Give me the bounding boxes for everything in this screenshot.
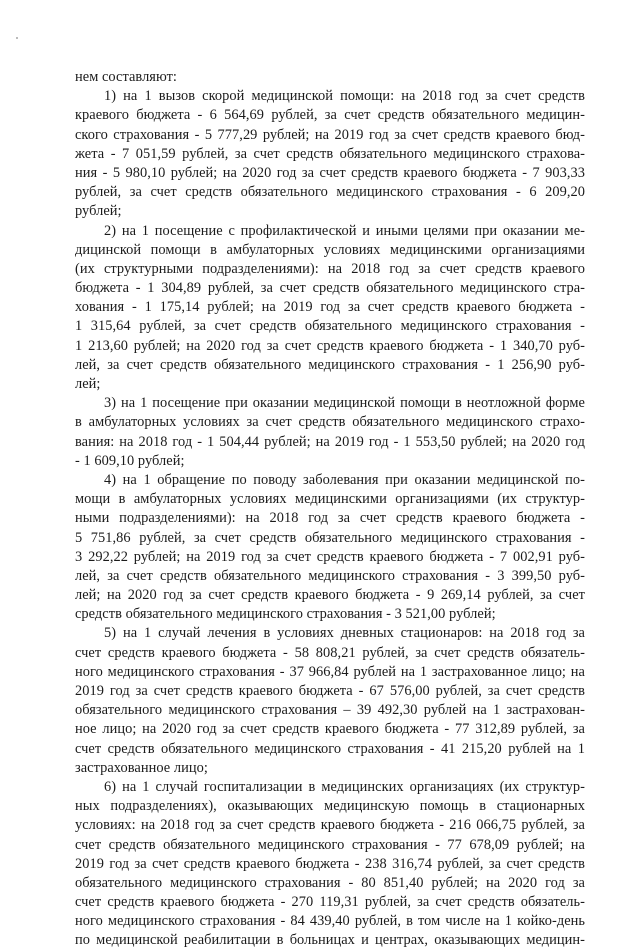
text-line: ного медицинского страхования - 84 439,40 рублей, в том числе на 1 койко-день	[75, 913, 585, 930]
text-line: условиях: на 2018 год за счет средств краевого бюджета - 216 066,75 рублей, за	[75, 817, 585, 834]
text-line: 1) на 1 вызов скорой медицинской помощи: на 2018 год за счет средств	[104, 88, 585, 105]
text-line: по медицинской реабилитации в больницах и центрах, оказывающих медицин-	[75, 932, 585, 949]
text-line: счет средств обязательного медицинского страхования - 41 215,20 рублей на 1	[75, 740, 585, 757]
text-line: лей, за счет средств обязательного медицинского страхования - 1 256,90 руб-	[75, 356, 585, 373]
text-line: счет средств обязательного медицинского страхования - 77 678,09 рублей; на	[75, 836, 585, 853]
text-line: рублей;	[75, 203, 122, 220]
text-line: - 1 609,10 рублей;	[75, 452, 185, 469]
text-line: 2) на 1 посещение с профилактической и иными целями при оказании ме-	[104, 222, 585, 239]
scan-speck	[16, 37, 18, 39]
text-line: краевого бюджета - 6 564,69 рублей, за счет средств обязательного медицин-	[75, 107, 585, 124]
text-line: жета - 7 051,59 рублей, за счет средств обязательного медицинского страхова-	[75, 145, 585, 162]
text-line: счет средств краевого бюджета - 58 808,21 рублей, за счет средств обязатель-	[75, 644, 585, 661]
text-line: 2019 год за счет средств краевого бюджета - 67 576,00 рублей, за счет средств	[75, 683, 585, 699]
text-line: 5 751,86 рублей, за счет средств обязательного медицинского страхования -	[75, 529, 585, 546]
text-line: рублей, за счет средств обязательного медицинского страхования - 6 209,20	[75, 184, 585, 201]
text-line: дицинской помощи в амбулаторных условиях медицинскими организациями	[75, 241, 585, 258]
text-line: лей;	[75, 376, 101, 392]
text-line: (их структурными подразделениями): на 2018 год за счет средств краевого	[75, 260, 585, 277]
text-line: средств обязательного медицинского страхования - 3 521,00 рублей;	[75, 606, 496, 623]
text-line: лей; на 2020 год за счет средств краевого бюджета - 9 269,14 рублей, за счет	[75, 587, 585, 604]
text-line: бюджета - 1 304,89 рублей, за счет средств обязательного медицинского стра-	[75, 280, 585, 297]
text-line: 1 213,60 рублей; на 2020 год за счет средств краевого бюджета - 1 340,70 руб-	[75, 337, 585, 354]
text-line: ния - 5 980,10 рублей; на 2020 год за счет средств краевого бюджета - 7 903,33	[75, 164, 585, 181]
text-line: хования - 1 175,14 рублей; на 2019 год за счет средств краевого бюджета -	[75, 299, 585, 316]
document-body	[75, 68, 585, 951]
text-line: ных подразделениях), оказывающих медицинскую помощь в стационарных	[75, 798, 585, 815]
text-line: 2019 год за счет средств краевого бюджета - 238 316,74 рублей, за счет средств	[75, 855, 585, 872]
text-line: вания: на 2018 год - 1 504,44 рублей; на 2019 год - 1 553,50 рублей; на 2020 год	[75, 433, 585, 450]
text-line: 5) на 1 случай лечения в условиях дневных стационаров: на 2018 год за	[104, 625, 585, 642]
text-line: обязательного медицинского страхования – 39 492,30 рублей на 1 застрахован-	[75, 702, 585, 719]
text-line: в амбулаторных условиях за счет средств обязательного медицинского страхо-	[75, 414, 585, 431]
text-line: счет средств краевого бюджета - 270 119,31 рублей, за счет средств обязатель-	[75, 894, 585, 911]
text-line: 1 315,64 рублей, за счет средств обязательного медицинского страхования -	[75, 318, 585, 335]
text-line: застрахованное лицо;	[75, 759, 208, 776]
text-line: ными подразделениями): на 2018 год за счет средств краевого бюджета -	[75, 510, 585, 527]
text-line: 3 292,22 рублей; на 2019 год за счет средств краевого бюджета - 7 002,91 руб-	[75, 548, 585, 565]
text-line: ное лицо; на 2020 год за счет средств краевого бюджета - 77 312,89 рублей, за	[75, 721, 585, 738]
text-line: обязательного медицинского страхования - 80 851,40 рублей; на 2020 год за	[75, 874, 585, 891]
text-line: мощи в амбулаторных условиях медицинскими организациями (их структур-	[75, 491, 585, 508]
text-line: 4) на 1 обращение по поводу заболевания при оказании медицинской по-	[104, 471, 585, 488]
text-line: ского страхования - 5 777,29 рублей; на 2019 год за счет средств краевого бюд-	[75, 126, 585, 143]
text-line: 3) на 1 посещение при оказании медицинской помощи в неотложной форме	[104, 395, 585, 412]
text-line: ного медицинского страхования - 37 966,84 рублей на 1 застрахованное лицо; на	[75, 663, 585, 680]
text-line: 6) на 1 случай госпитализации в медицинских организациях (их структур-	[104, 778, 585, 795]
text-line: лей, за счет средств обязательного медицинского страхования - 3 399,50 руб-	[75, 567, 585, 584]
text-line: нем составляют:	[75, 69, 177, 85]
